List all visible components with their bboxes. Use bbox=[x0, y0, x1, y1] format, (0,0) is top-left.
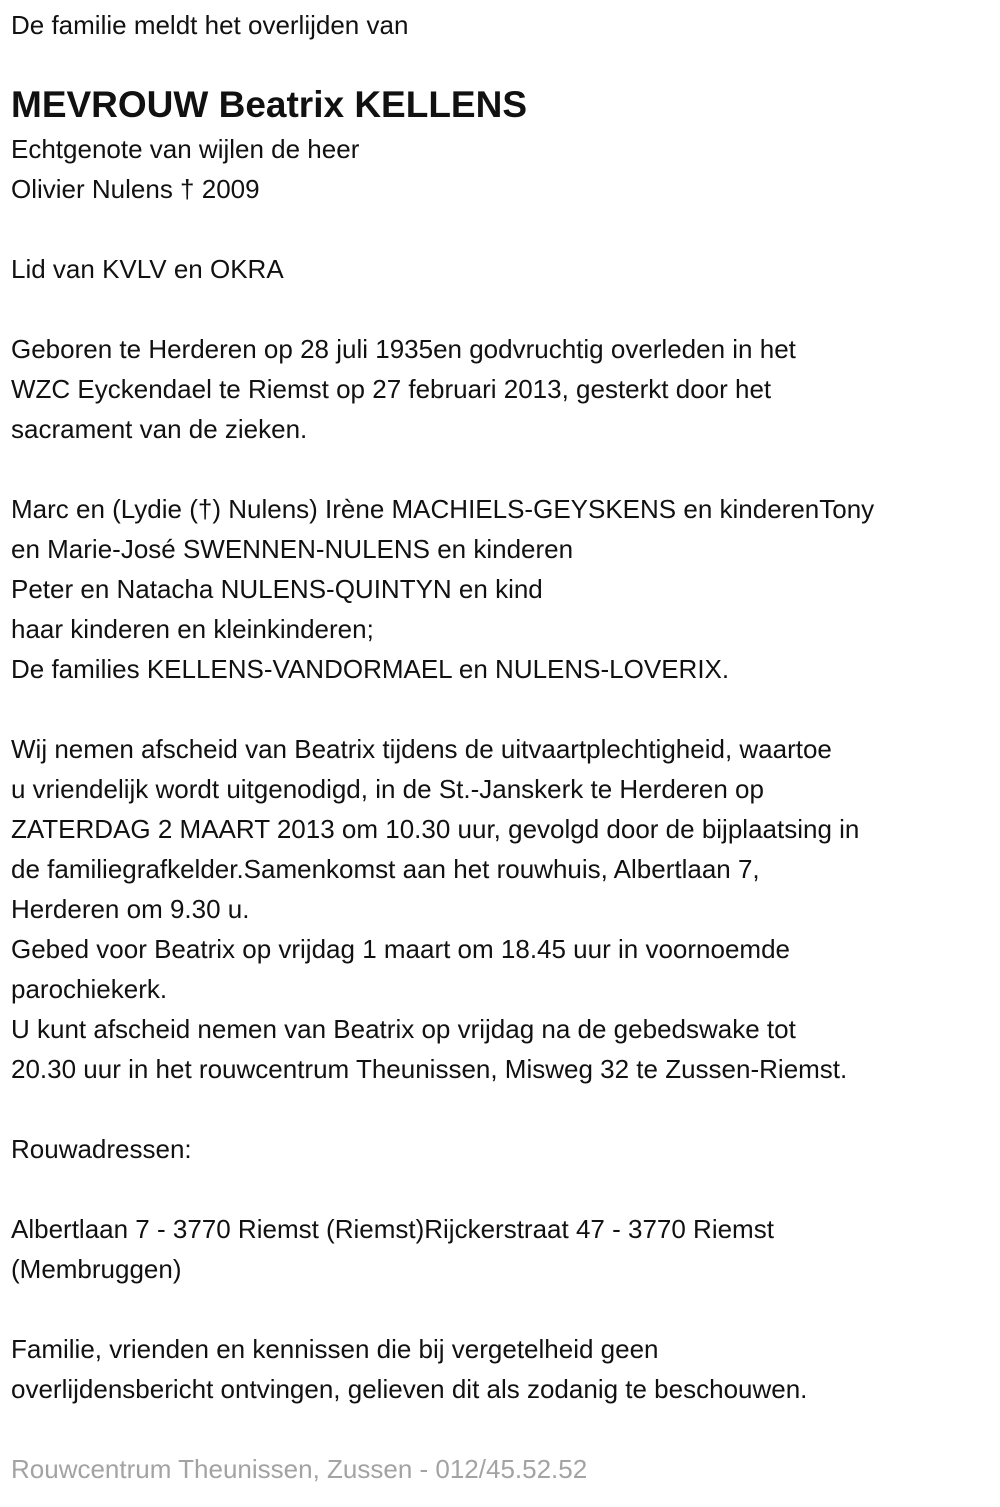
text-line: haar kinderen en kleinkinderen; bbox=[11, 614, 374, 644]
addresses-section bbox=[11, 1209, 1000, 1289]
text-line: Gebed voor Beatrix op vrijdag 1 maart om 18.45 uur in voornoemde bbox=[11, 934, 790, 964]
text-line: Wij nemen afscheid van Beatrix tijdens de uitvaartplechtigheid, waartoe bbox=[11, 734, 832, 764]
text-line: WZC Eyckendael te Riemst op 27 februari 2013, gesterkt door het bbox=[11, 374, 772, 404]
text-line: Marc en (Lydie (†) Nulens) Irène MACHIELS-GEYSKENS en kinderenTony bbox=[11, 494, 875, 524]
ceremony-section bbox=[11, 729, 1000, 1089]
text-line: 20.30 uur in het rouwcentrum Theunissen, Misweg 32 te Zussen-Riemst. bbox=[11, 1054, 848, 1084]
text-line: Familie, vrienden en kennissen die bij vergetelheid geen bbox=[11, 1334, 659, 1364]
deceased-name: MEVROUW Beatrix KELLENS bbox=[11, 84, 528, 125]
text-line: ZATERDAG 2 MAART 2013 om 10.30 uur, gevolgd door de bijplaatsing in bbox=[11, 814, 860, 844]
addresses-label-section bbox=[11, 1129, 1000, 1169]
text-line: U kunt afscheid nemen van Beatrix op vrijdag na de gebedswake tot bbox=[11, 1014, 796, 1044]
text-line: parochiekerk. bbox=[11, 974, 168, 1004]
text-line: De families KELLENS-VANDORMAEL en NULENS-LOVERIX. bbox=[11, 654, 730, 684]
text-line: Lid van KVLV en OKRA bbox=[11, 254, 284, 284]
intro-text: De familie meldt het overlijden van bbox=[11, 10, 409, 40]
membership-section bbox=[11, 249, 1000, 289]
footer-contact bbox=[11, 1449, 1000, 1489]
text-line: u vriendelijk wordt uitgenodigd, in de St.-Janskerk te Herderen op bbox=[11, 774, 764, 804]
text-line: Echtgenote van wijlen de heer bbox=[11, 134, 360, 164]
spouse-section bbox=[11, 129, 1000, 209]
family-section bbox=[11, 489, 1000, 689]
text-line: en Marie-José SWENNEN-NULENS en kinderen bbox=[11, 534, 574, 564]
text-line: sacrament van de zieken. bbox=[11, 414, 308, 444]
text-line: overlijdensbericht ontvingen, gelieven dit als zodanig te beschouwen. bbox=[11, 1374, 808, 1404]
text-line: Rouwcentrum Theunissen, Zussen - 012/45.52.52 bbox=[11, 1454, 588, 1484]
text-line: Rouwadressen: bbox=[11, 1134, 192, 1164]
text-line: Peter en Natacha NULENS-QUINTYN en kind bbox=[11, 574, 543, 604]
text-line: Olivier Nulens † 2009 bbox=[11, 174, 260, 204]
text-line: (Membruggen) bbox=[11, 1254, 182, 1284]
text-line: Albertlaan 7 - 3770 Riemst (Riemst)Rijckerstraat 47 - 3770 Riemst bbox=[11, 1214, 774, 1244]
text-line: Geboren te Herderen op 28 juli 1935en godvruchtig overleden in het bbox=[11, 334, 796, 364]
text-line: de familiegrafkelder.Samenkomst aan het rouwhuis, Albertlaan 7, bbox=[11, 854, 760, 884]
closing-section bbox=[11, 1329, 1000, 1409]
text-line: Herderen om 9.30 u. bbox=[11, 894, 250, 924]
birth-death-section bbox=[11, 329, 1000, 449]
